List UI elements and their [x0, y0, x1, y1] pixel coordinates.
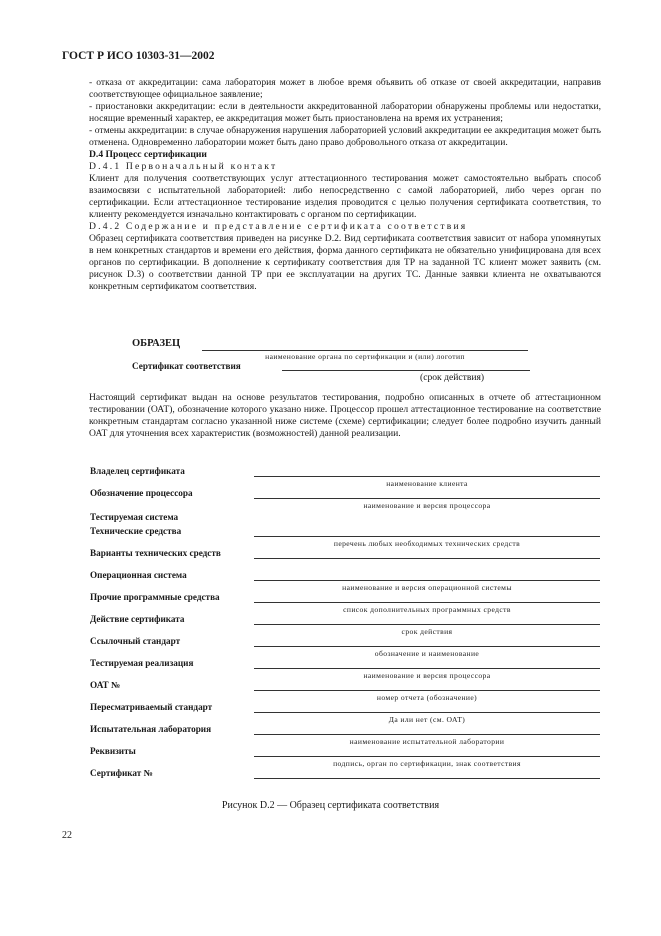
field-underline [254, 602, 600, 603]
page-number: 22 [62, 830, 72, 841]
field-hint: перечень любых необходимых технических средств [333, 539, 521, 548]
field-label: Тестируемая система [90, 512, 179, 522]
section-title-d41: D.4.1 Первоначальный контакт [89, 161, 278, 172]
field-underline [254, 646, 600, 647]
field-underline [254, 668, 600, 669]
body-text [89, 77, 601, 293]
certificate-field-row [90, 680, 610, 702]
field-hint: наименование и версия операционной системы [342, 583, 512, 592]
field-underline [254, 690, 600, 691]
cert-line [282, 370, 530, 371]
field-hint: список дополнительных программных средств [343, 605, 511, 614]
certificate-field-row [90, 512, 610, 526]
field-label: Реквизиты [90, 746, 136, 756]
certificate-field-row [90, 768, 610, 782]
certificate-field-row [90, 746, 610, 768]
field-underline [254, 476, 600, 477]
org-hint: наименование органа по сертификации и (или) логотип [265, 352, 465, 361]
figure-caption: Рисунок D.2 — Образец сертификата соответствия [221, 800, 440, 811]
paragraph-refusal: - отказа от аккредитации: сама лаборатория может в любое время объявить об отказе от своей аккредитации, направив соответствующее официальное заявление; [89, 77, 601, 100]
field-underline [254, 624, 600, 625]
field-hint: наименование и версия процессора [363, 671, 491, 680]
certificate-field-row [90, 614, 610, 636]
org-line [202, 350, 528, 351]
paragraph-certificate-content: Образец сертификата соответствия приведен на рисунке D.2. Вид сертификата соответствия зависит от набора упомянутых в нем конкретных стандартов и времени его действия, форма данного сертификата не обязательно унифицирована для всех органов по сертификации. В дополнение к сертификату соответствия для ТР на заданной ТС клиент может заявить (см. рисунок D.3) о соответствии данной ТР при ее эксплуатации на других ТС. Данные заявки клиента не охватываются конкретным сертификатом соответствия. [89, 233, 601, 292]
certificate-field-row [90, 488, 610, 510]
field-underline [254, 778, 600, 779]
field-underline [254, 712, 600, 713]
field-label: Операционная система [90, 570, 187, 580]
certificate-field-row [90, 526, 610, 548]
field-underline [254, 558, 600, 559]
paragraph-cancellation: - отмены аккредитации: в случае обнаружения нарушения лабораторией условий аккредитации ее аккредитация может быть отменена. Одновременно лаборатории может быть дано право добровольного отказа от аккредитации. [89, 125, 601, 148]
paragraph-suspension: - приостановки аккредитации: если в деятельности аккредитованной лаборатории обнаружены проблемы или недостатки, носящие временный характер, ее аккредитация может быть приостановлена на время их устранения; [89, 101, 601, 124]
certificate-field-row [90, 592, 610, 614]
field-label: Ссылочный стандарт [90, 636, 181, 646]
certificate-field-row [90, 466, 610, 488]
field-underline [254, 734, 600, 735]
paragraph-first-contact: Клиент для получения соответствующих услуг аттестационного тестирования может самостоятельно выбрать способ взаимосвязи с испытательной лабораторией: либо непосредственно с самой лабораторией, либо через орган по сертификации. Если аттестационное тестирование изделия проводится с целью получения сертификата соответствия, то клиенту рекомендуется изначально контактировать с органом по сертификации. [89, 173, 601, 220]
document-header: ГОСТ Р ИСО 10303-31—2002 [62, 50, 215, 62]
field-label: Прочие программные средства [90, 592, 220, 602]
field-label: Тестируемая реализация [90, 658, 194, 668]
field-hint: наименование и версия процессора [363, 501, 491, 510]
certificate-label: Сертификат соответствия [132, 361, 241, 371]
certificate-field-row [90, 658, 610, 680]
validity-text: (срок действия) [420, 372, 485, 383]
section-title-d4: D.4 Процесс сертификации [89, 149, 207, 160]
certificate-field-row [90, 636, 610, 658]
field-label: Испытательная лаборатория [90, 724, 212, 734]
field-label: Технические средства [90, 526, 182, 536]
field-hint: Да или нет (см. ОАТ) [388, 715, 466, 724]
certificate-statement: Настоящий сертификат выдан на основе результатов тестирования, подробно описанных в отчете об аттестационном тестировании (ОАТ), обозначение которого указано ниже. Процессор прошел аттестационное тестирование на соответствие конкретным стандартам согласно указанной ниже системе (схеме) сертификации; следует более подробно изучить данный ОАТ для уточнения всех характеристик (возможностей) данной реализации. [89, 392, 601, 439]
certificate-field-row [90, 548, 610, 562]
field-hint: номер отчета (обозначение) [376, 693, 478, 702]
field-hint: подпись, орган по сертификации, знак соответствия [333, 759, 521, 768]
field-label: Действие сертификата [90, 614, 185, 624]
field-label: Пересматриваемый стандарт [90, 702, 213, 712]
field-label: Владелец сертификата [90, 466, 185, 476]
field-label: Варианты технических средств [90, 548, 221, 558]
field-hint: обозначение и наименование [374, 649, 480, 658]
sample-label: ОБРАЗЕЦ [132, 338, 181, 349]
field-hint: наименование испытательной лаборатории [349, 737, 505, 746]
field-underline [254, 498, 600, 499]
field-hint: срок действия [401, 627, 453, 636]
field-label: ОАТ № [90, 680, 121, 690]
certificate-field-row [90, 570, 610, 592]
field-underline [254, 580, 600, 581]
field-hint: наименование клиента [386, 479, 468, 488]
field-label: Сертификат № [90, 768, 153, 778]
section-title-d42: D.4.2 Содержание и представление сертификата соответствия [89, 221, 468, 232]
certificate-field-row [90, 724, 610, 746]
certificate-field-row [90, 702, 610, 724]
field-underline [254, 756, 600, 757]
field-underline [254, 536, 600, 537]
field-label: Обозначение процессора [90, 488, 193, 498]
